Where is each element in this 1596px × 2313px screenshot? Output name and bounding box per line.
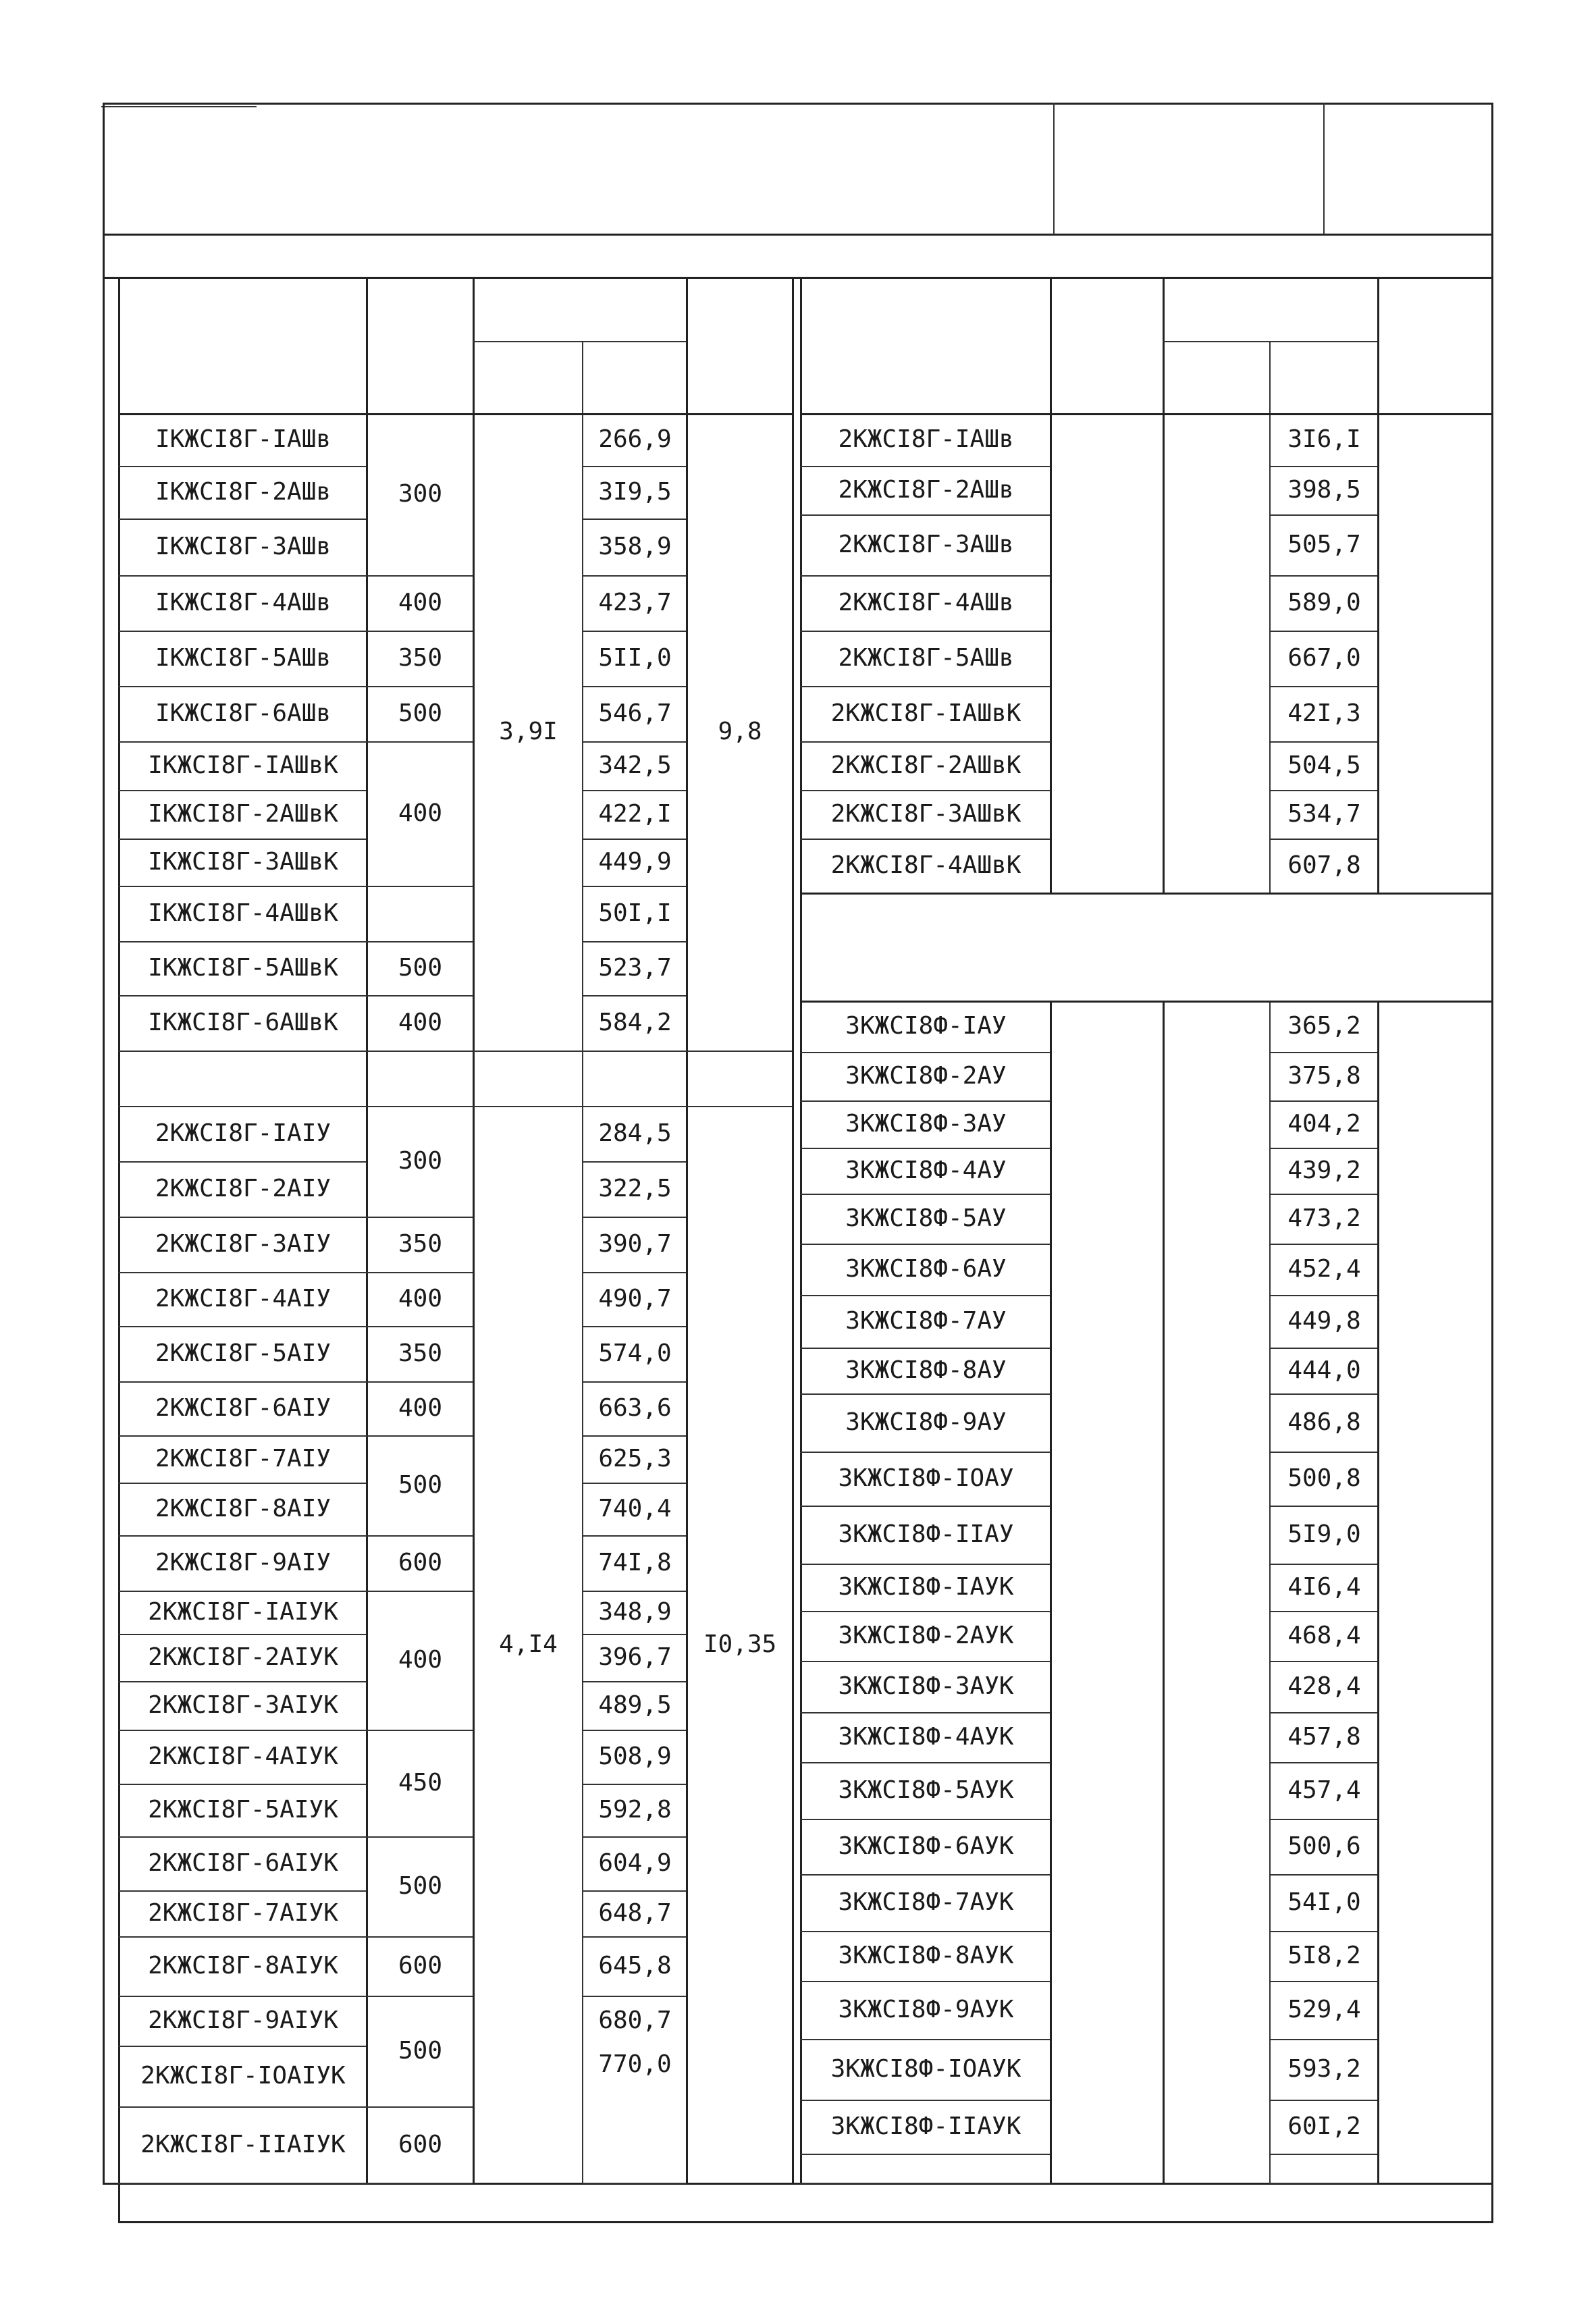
table-row-steel: 529,4 — [1287, 1996, 1361, 2023]
table-row-mark: 3КЖСI8Ф-IIАУК — [830, 2112, 1021, 2140]
table-row-steel: 663,6 — [598, 1394, 672, 1422]
table-row-steel: 534,7 — [1287, 800, 1361, 828]
table-row-steel: 593,2 — [1287, 2055, 1361, 2083]
table-row-mark: 2КЖСI8Г-8АIУК — [148, 1952, 338, 1979]
steel-divider — [1269, 1148, 1377, 1149]
steel-divider — [582, 1217, 686, 1218]
concrete-divider — [366, 1730, 473, 1731]
table-row-mark: IКЖСI8Г-2АШвК — [148, 800, 338, 828]
row-divider — [800, 631, 1050, 632]
row-divider — [800, 2100, 1050, 2101]
table-row-mark: 3КЖСI8Ф-4АУ — [845, 1156, 1007, 1184]
table-row-concrete: 500 — [398, 954, 443, 982]
steel-divider — [1269, 631, 1377, 632]
steel-divider — [1269, 1295, 1377, 1296]
table-row-concrete: 500 — [398, 1471, 443, 1499]
table-row-steel: 607,8 — [1287, 851, 1361, 879]
table-row-steel: 4I6,4 — [1287, 1573, 1361, 1601]
steel-divider — [582, 1435, 686, 1437]
steel-divider — [582, 1535, 686, 1537]
table-row-concrete: 600 — [398, 1952, 443, 1979]
row-divider — [118, 1535, 366, 1537]
table-row-steel: 592,8 — [598, 1796, 672, 1824]
table-row-steel: 648,7 — [598, 1899, 672, 1927]
row-divider — [118, 1890, 366, 1892]
row-divider — [800, 1295, 1050, 1296]
table-row-steel: 3I9,5 — [598, 478, 672, 506]
steel-divider — [582, 1681, 686, 1682]
steel-divider — [1269, 1564, 1377, 1565]
steel-divider — [1269, 1981, 1377, 1982]
row-divider — [800, 1148, 1050, 1149]
row-divider — [118, 1936, 366, 1938]
table-row-concrete: 400 — [398, 1009, 443, 1036]
table-row-steel: 42I,3 — [1287, 699, 1361, 727]
table-row-mark: 3КЖСI8Ф-5АУК — [838, 1776, 1014, 1804]
table-row-mark: 2КЖСI8Г-5АШв — [838, 644, 1014, 672]
row-divider — [800, 575, 1050, 577]
steel-divider — [1269, 1506, 1377, 1507]
row-divider — [118, 1784, 366, 1785]
row-divider — [118, 2106, 366, 2108]
table-row-concrete: 400 — [398, 1394, 443, 1422]
steel-divider — [1269, 1819, 1377, 1820]
steel-divider — [582, 1936, 686, 1938]
concrete-divider — [366, 686, 473, 687]
table-row-mark: 2КЖСI8Г-6АIУК — [148, 1849, 338, 1877]
concrete-divider — [366, 1535, 473, 1537]
row-divider — [800, 1244, 1050, 1245]
table-row-steel: 523,7 — [598, 954, 672, 982]
table-row-steel: 5II,0 — [598, 644, 672, 672]
table-row-mark: 3КЖСI8Ф-7АУК — [838, 1888, 1014, 1916]
beton-group-2: 4,I4 — [499, 1630, 558, 1658]
table-row-steel: 404,2 — [1287, 1110, 1361, 1138]
steel-divider — [582, 995, 686, 996]
table-row-concrete: 300 — [398, 480, 443, 508]
table-row-mark: 3КЖСI8Ф-9АУК — [838, 1996, 1014, 2023]
steel-divider — [582, 941, 686, 942]
row-divider — [800, 686, 1050, 687]
table-row-mark: 3КЖСI8Ф-6АУ — [845, 1255, 1007, 1283]
steel-divider — [582, 1483, 686, 1484]
table-row-steel: 444,0 — [1287, 1356, 1361, 1384]
concrete-divider — [366, 941, 473, 942]
table-row-mark: IКЖСI8Г-IАШв — [155, 425, 331, 453]
table-row-steel: 348,9 — [598, 1598, 672, 1626]
table-row-mark: IКЖСI8Г-4АШв — [155, 589, 331, 616]
row-divider — [118, 1836, 366, 1838]
table-row-steel: 422,I — [598, 800, 672, 828]
table-row-mark: 3КЖСI8Ф-6АУК — [838, 1832, 1014, 1860]
concrete-divider — [366, 2183, 473, 2184]
row-divider — [118, 1106, 366, 1107]
steel-divider — [1269, 686, 1377, 687]
table-row-mark: 3КЖСI8Ф-IОАУ — [838, 1464, 1014, 1492]
table-row-mark: 2КЖСI8Г-IАШвК — [830, 699, 1021, 727]
table-row-steel: 358,9 — [598, 533, 672, 560]
steel-divider — [582, 1381, 686, 1383]
steel-divider — [582, 575, 686, 577]
row-divider — [118, 1996, 366, 1997]
steel-divider — [1269, 1244, 1377, 1245]
table-row-steel: 546,7 — [598, 699, 672, 727]
steel-divider — [1269, 2154, 1377, 2155]
row-divider — [800, 514, 1050, 516]
row-divider — [118, 839, 366, 840]
table-row-steel: 423,7 — [598, 589, 672, 616]
steel-divider — [582, 1591, 686, 1592]
row-divider — [800, 1819, 1050, 1820]
row-divider — [800, 1052, 1050, 1053]
table-row-mark: 2КЖСI8Г-IАIУ — [155, 1119, 331, 1147]
table-row-steel: 490,7 — [598, 1285, 672, 1312]
concrete-divider — [366, 1217, 473, 1218]
group-divider — [473, 1051, 792, 1052]
table-row-steel: 468,4 — [1287, 1622, 1361, 1649]
table-row-mark: IКЖСI8Г-6АШв — [155, 699, 331, 727]
table-row-mark: IКЖСI8Г-5АШвК — [148, 954, 338, 982]
table-row-mark: 2КЖСI8Г-IIАIУК — [140, 2130, 346, 2158]
table-row-mark: 3КЖСI8Ф-2АУ — [845, 1062, 1007, 1090]
concrete-divider — [366, 1106, 473, 1107]
steel-divider — [582, 2183, 686, 2184]
table-row-mark: 3КЖСI8Ф-8АУ — [845, 1356, 1007, 1384]
table-row-steel: 5I8,2 — [1287, 1942, 1361, 1969]
table-row-mark: 2КЖСI8Г-2АШвК — [830, 751, 1021, 779]
table-row-steel: 439,2 — [1287, 1156, 1361, 1184]
table-row-mark: IКЖСI8Г-2АШв — [155, 478, 331, 506]
row-divider — [118, 466, 366, 467]
table-row-mark: 2КЖСI8Г-3АШвК — [830, 800, 1021, 828]
table-row-concrete: 500 — [398, 2037, 443, 2065]
table-row-mark: 2КЖСI8Г-7АIУК — [148, 1899, 338, 1927]
row-divider — [118, 2046, 366, 2047]
table-row-steel: 504,5 — [1287, 751, 1361, 779]
table-row-mark: 2КЖСI8Г-IОАIУК — [140, 2062, 346, 2090]
steel-divider — [1269, 2100, 1377, 2101]
table-row-steel: 390,7 — [598, 1230, 672, 1258]
table-row-concrete: 600 — [398, 1549, 443, 1576]
table-row-mark: 3КЖСI8Ф-4АУК — [838, 1723, 1014, 1751]
table-row-concrete: 350 — [398, 1339, 443, 1367]
table-row-concrete: 500 — [398, 699, 443, 727]
table-row-mark: 3КЖСI8Ф-IОАУК — [830, 2055, 1021, 2083]
table-row-steel: 449,8 — [1287, 1307, 1361, 1335]
table-row-mark: IКЖСI8Г-4АШвК — [148, 899, 338, 927]
table-row-mark: 3КЖСI8Ф-3АУ — [845, 1110, 1007, 1138]
table-row-mark: 3КЖСI8Ф-IIАУ — [838, 1520, 1014, 1548]
row-divider — [800, 1931, 1050, 1932]
steel-divider — [582, 1161, 686, 1163]
table-row-concrete: 400 — [398, 1285, 443, 1312]
row-divider — [800, 1661, 1050, 1662]
table-row-mark: IКЖСI8Г-6АШвК — [148, 1009, 338, 1036]
row-divider — [118, 1483, 366, 1484]
row-divider — [800, 790, 1050, 791]
concrete-divider — [366, 741, 473, 743]
row-divider — [800, 2183, 1050, 2184]
concrete-divider — [366, 1836, 473, 1838]
table-row-steel: 740,4 — [598, 1495, 672, 1522]
concrete-divider — [366, 1435, 473, 1437]
concrete-divider — [366, 575, 473, 577]
concrete-divider — [366, 2106, 473, 2108]
beton-group-1: 3,9I — [499, 718, 558, 745]
steel-divider — [582, 1730, 686, 1731]
row-divider — [800, 1452, 1050, 1453]
table-row-steel: 457,8 — [1287, 1723, 1361, 1751]
table-row-concrete: 500 — [398, 1872, 443, 1900]
table-row-steel: 584,2 — [598, 1009, 672, 1036]
table-row-steel: 589,0 — [1287, 589, 1361, 616]
steel-divider — [582, 1836, 686, 1838]
merged-steel-value: 770,0 — [598, 2050, 672, 2078]
steel-divider — [582, 1272, 686, 1273]
table-row-steel: 604,9 — [598, 1849, 672, 1877]
table-row-mark: 2КЖСI8Г-3АШв — [838, 531, 1014, 558]
row-divider — [118, 1634, 366, 1635]
table-row-steel: 500,6 — [1287, 1832, 1361, 1860]
table-row-mark: 2КЖСI8Г-4АIУК — [148, 1743, 338, 1770]
group-divider — [473, 1106, 792, 1107]
table-row-mark: 3КЖСI8Ф-8АУК — [838, 1942, 1014, 1969]
table-row-steel: 508,9 — [598, 1743, 672, 1770]
table-row-steel: 74I,8 — [598, 1549, 672, 1576]
steel-divider — [582, 886, 686, 887]
concrete-divider — [366, 1381, 473, 1383]
row-divider — [118, 1217, 366, 1218]
table-row-steel: 284,5 — [598, 1119, 672, 1147]
table-row-steel: 398,5 — [1287, 476, 1361, 504]
table-row-concrete: 300 — [398, 1147, 443, 1175]
table-row-mark: 2КЖСI8Г-5АIУ — [155, 1339, 331, 1367]
steel-divider — [1269, 1611, 1377, 1612]
steel-divider — [582, 839, 686, 840]
steel-divider — [1269, 1052, 1377, 1053]
row-divider — [118, 886, 366, 887]
steel-divider — [582, 1634, 686, 1635]
steel-divider — [1269, 1762, 1377, 1763]
table-row-steel: 500,8 — [1287, 1464, 1361, 1492]
steel-divider — [1269, 1194, 1377, 1195]
row-divider — [118, 741, 366, 743]
steel-divider — [582, 686, 686, 687]
table-row-steel: 428,4 — [1287, 1672, 1361, 1700]
steel-divider — [1269, 1452, 1377, 1453]
row-divider — [118, 2183, 366, 2184]
table-row-mark: 2КЖСI8Г-4АШвК — [830, 851, 1021, 879]
row-divider — [118, 1730, 366, 1731]
table-row-mark: 2КЖСI8Г-4АIУ — [155, 1285, 331, 1312]
row-divider — [800, 1564, 1050, 1565]
table-row-mark: 2КЖСI8Г-2АIУК — [148, 1643, 338, 1671]
steel-divider — [582, 519, 686, 520]
table-row-mark: 2КЖСI8Г-6АIУ — [155, 1394, 331, 1422]
row-divider — [800, 2154, 1050, 2155]
table-row-mark: 2КЖСI8Г-2АШв — [838, 476, 1014, 504]
steel-divider — [1269, 1393, 1377, 1395]
table-row-mark: IКЖСI8Г-5АШв — [155, 644, 331, 672]
table-row-steel: 486,8 — [1287, 1408, 1361, 1436]
steel-divider — [1269, 466, 1377, 467]
row-divider — [118, 1272, 366, 1273]
concrete-divider — [366, 886, 473, 887]
concrete-divider — [366, 995, 473, 996]
steel-divider — [582, 741, 686, 743]
table-row-mark: IКЖСI8Г-3АШвК — [148, 848, 338, 876]
table-row-mark: 2КЖСI8Г-3АIУК — [148, 1691, 338, 1719]
steel-divider — [582, 1890, 686, 1892]
steel-divider — [1269, 1100, 1377, 1102]
table-row-mark: 2КЖСI8Г-8АIУ — [155, 1495, 331, 1522]
table-row-steel: 54I,0 — [1287, 1888, 1361, 1916]
row-divider — [800, 839, 1050, 840]
table-row-mark: 2КЖСI8Г-9АIУ — [155, 1549, 331, 1576]
mass-group-2: I0,35 — [703, 1630, 777, 1658]
table-row-concrete: 350 — [398, 644, 443, 672]
steel-divider — [582, 1784, 686, 1785]
table-row-steel: 680,7 — [598, 2006, 672, 2034]
table-row-steel: 457,4 — [1287, 1776, 1361, 1804]
row-divider — [800, 1981, 1050, 1982]
row-divider — [118, 1591, 366, 1592]
concrete-divider — [366, 1996, 473, 1997]
table-row-mark: 2КЖСI8Г-4АШв — [838, 589, 1014, 616]
table-row-steel: 365,2 — [1287, 1012, 1361, 1040]
steel-divider — [1269, 1661, 1377, 1662]
row-divider — [800, 1393, 1050, 1395]
steel-divider — [582, 1326, 686, 1327]
row-divider — [800, 1194, 1050, 1195]
table-row-concrete: 400 — [398, 1646, 443, 1674]
steel-divider — [1269, 790, 1377, 791]
table-row-steel: 625,3 — [598, 1445, 672, 1472]
steel-divider — [582, 1996, 686, 1997]
steel-divider — [1269, 1874, 1377, 1876]
concrete-divider — [366, 631, 473, 632]
table-row-mark: 3КЖСI8Ф-5АУ — [845, 1204, 1007, 1232]
table-row-mark: 3КЖСI8Ф-3АУК — [838, 1672, 1014, 1700]
table-row-mark: 3КЖСI8Ф-IАУК — [838, 1573, 1014, 1601]
row-divider — [118, 1161, 366, 1163]
concrete-divider — [366, 1591, 473, 1592]
table-row-steel: 396,7 — [598, 1643, 672, 1671]
table-row-mark: 2КЖСI8Г-9АIУК — [148, 2006, 338, 2034]
steel-divider — [582, 466, 686, 467]
table-row-steel: 473,2 — [1287, 1204, 1361, 1232]
row-divider — [800, 466, 1050, 467]
table-row-mark: 2КЖСI8Г-3АIУ — [155, 1230, 331, 1258]
row-divider — [800, 741, 1050, 743]
table-row-mark: 3КЖСI8Ф-IАУ — [845, 1012, 1007, 1040]
row-divider — [118, 631, 366, 632]
concrete-divider — [366, 1326, 473, 1327]
table-row-steel: 5I9,0 — [1287, 1520, 1361, 1548]
table-row-steel: 489,5 — [598, 1691, 672, 1719]
table-row-steel: 342,5 — [598, 751, 672, 779]
row-divider — [800, 1506, 1050, 1507]
row-divider — [800, 1611, 1050, 1612]
table-row-concrete: 400 — [398, 589, 443, 616]
row-divider — [800, 1100, 1050, 1102]
row-divider — [118, 1381, 366, 1383]
concrete-divider — [366, 1051, 473, 1052]
table-row-concrete: 400 — [398, 799, 443, 827]
table-row-steel: 375,8 — [1287, 1062, 1361, 1090]
steel-divider — [1269, 575, 1377, 577]
row-divider — [118, 1326, 366, 1327]
concrete-divider — [366, 1272, 473, 1273]
row-divider — [800, 1762, 1050, 1763]
table-row-steel: 322,5 — [598, 1175, 672, 1202]
doc-code-underline — [101, 106, 257, 107]
table-row-steel: 667,0 — [1287, 644, 1361, 672]
row-divider — [800, 1348, 1050, 1349]
table-row-mark: IКЖСI8Г-3АШв — [155, 533, 331, 560]
table-row-mark: 3КЖСI8Ф-7АУ — [845, 1307, 1007, 1335]
table-row-steel: 266,9 — [598, 425, 672, 453]
table-row-steel: 3I6,I — [1287, 425, 1361, 453]
table-row-steel: 645,8 — [598, 1952, 672, 1979]
steel-divider — [1269, 514, 1377, 516]
table-row-mark: 2КЖСI8Г-IАIУК — [148, 1598, 338, 1626]
row-divider — [118, 941, 366, 942]
table-row-mark: 3КЖСI8Ф-2АУК — [838, 1622, 1014, 1649]
table-row-steel: 449,9 — [598, 848, 672, 876]
row-divider — [800, 2039, 1050, 2040]
table-row-steel: 574,0 — [598, 1339, 672, 1367]
concrete-divider — [366, 1936, 473, 1938]
table-row-concrete: 600 — [398, 2130, 443, 2158]
row-divider — [800, 1712, 1050, 1713]
table-row-steel: 60I,2 — [1287, 2112, 1361, 2140]
row-divider — [118, 519, 366, 520]
table-row-concrete: 350 — [398, 1230, 443, 1258]
steel-divider — [1269, 839, 1377, 840]
steel-divider — [582, 631, 686, 632]
row-divider — [118, 686, 366, 687]
table-row-steel: 505,7 — [1287, 531, 1361, 558]
row-divider — [118, 995, 366, 996]
row-divider — [118, 1435, 366, 1437]
table-row-concrete: 450 — [398, 1769, 443, 1797]
steel-divider — [1269, 1348, 1377, 1349]
row-divider — [118, 1051, 366, 1052]
steel-divider — [1269, 2039, 1377, 2040]
table-row-mark: 2КЖСI8Г-5АIУК — [148, 1796, 338, 1824]
row-divider — [118, 1681, 366, 1682]
table-row-steel: 50I,I — [598, 899, 672, 927]
steel-divider — [1269, 2183, 1377, 2184]
table-row-mark: 2КЖСI8Г-2АIУ — [155, 1175, 331, 1202]
table-row-mark: 3КЖСI8Ф-9АУ — [845, 1408, 1007, 1436]
table-row-steel: 452,4 — [1287, 1255, 1361, 1283]
steel-divider — [582, 790, 686, 791]
table-row-mark: IКЖСI8Г-IАШвК — [148, 751, 338, 779]
table-row-mark: 2КЖСI8Г-7АIУ — [155, 1445, 331, 1472]
steel-divider — [1269, 1712, 1377, 1713]
table-row-mark: 2КЖСI8Г-IАШв — [838, 425, 1014, 453]
row-divider — [118, 790, 366, 791]
mass-group-1: 9,8 — [718, 718, 762, 745]
steel-divider — [1269, 741, 1377, 743]
row-divider — [800, 1874, 1050, 1876]
steel-divider — [1269, 1931, 1377, 1932]
row-divider — [118, 575, 366, 577]
